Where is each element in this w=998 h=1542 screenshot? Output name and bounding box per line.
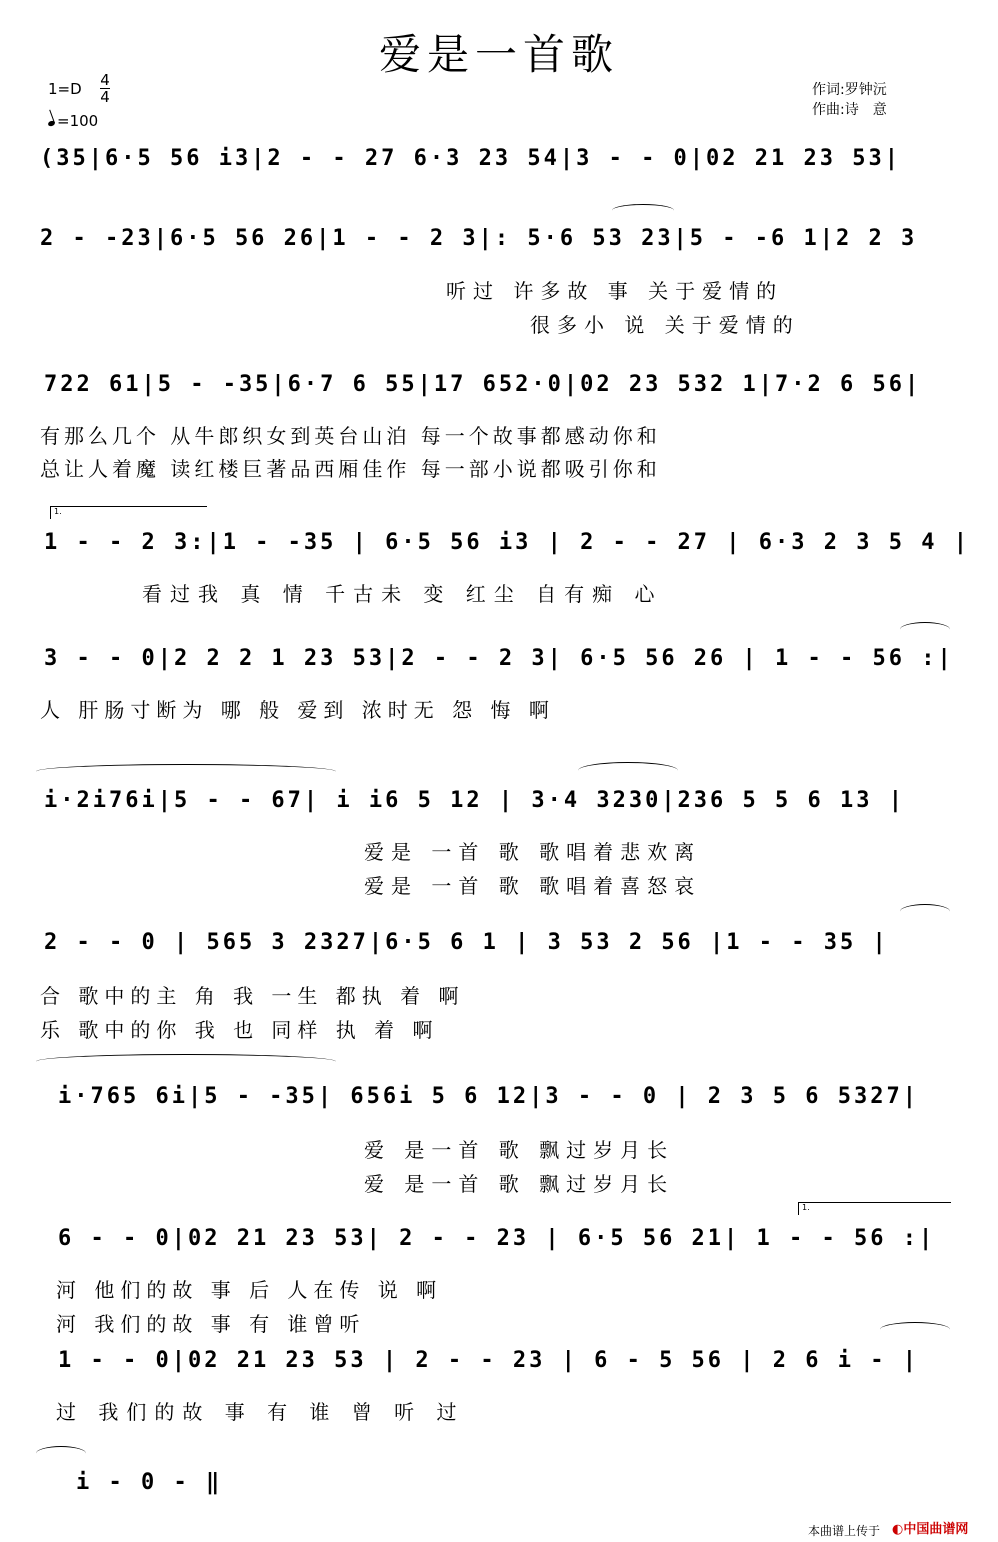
notation-row: 1 - - 2 3:|1 - -35 | 6·5 56 i3 | 2 - - 27 | 6·3 2 3 5 4 | (44, 530, 970, 555)
notation-row: 2 - -23|6·5 56 26|1 - - 2 3|: 5·6 53 23|5 - -6 1|2 2 3 (40, 226, 918, 251)
lyric-line: 河 他们的故 事 后 人在传 说 啊 (56, 1278, 443, 1302)
footer-text: 本曲谱上传于 (808, 1524, 881, 1538)
volta-bracket (798, 1202, 951, 1215)
lyric-line: 合 歌中的主 角 我 一生 都执 着 啊 (40, 984, 465, 1008)
notation-row: 3 - - 0|2 2 2 1 23 53|2 - - 2 3| 6·5 56 26 | 1 - - 56 :| (44, 646, 954, 671)
lyricist-credit: 作词:罗钟沅 (812, 82, 887, 98)
lyric-line: 总让人着魔 读红楼巨著品西厢佳作 每一部小说都吸引你和 (40, 457, 661, 481)
time-signature (98, 72, 112, 105)
slur (578, 762, 678, 779)
volta-label: 1. (802, 1203, 810, 1212)
notation-row: 722 61|5 - -35|6·7 6 55|17 652·0|02 23 532 1|7·2 6 56| (44, 372, 922, 397)
lyric-line: 乐 歌中的你 我 也 同样 执 着 啊 (40, 1018, 439, 1042)
tempo-value: =100 (57, 112, 99, 130)
lyric-line: 听过 许多故 事 关于爱情的 (446, 279, 784, 303)
notation-row: 2 - - 0 | 565 3 2327|6·5 6 1 | 3 53 2 56 |1 - - 35 | (44, 930, 889, 955)
lyric-line: 人 肝肠寸断为 哪 般 爱到 浓时无 怨 悔 啊 (40, 698, 555, 722)
lyric-line: 爱是 一首 歌 歌唱着悲欢离 (364, 840, 702, 864)
lyric-line: 有那么几个 从牛郎织女到英台山泊 每一个故事都感动你和 (40, 424, 661, 448)
time-signature-bottom: 4 (100, 88, 110, 106)
lyric-line: 爱 是一首 歌 飘过岁月长 (364, 1138, 675, 1162)
slur (36, 1054, 336, 1069)
notation-row: i - 0 - ‖ (76, 1470, 223, 1495)
tempo-marking (48, 112, 98, 130)
site-logo-text: 中国曲谱网 (903, 1522, 969, 1537)
lyric-line: 看过我 真 情 千古未 变 红尘 自有痴 心 (142, 582, 663, 606)
lyric-line: 过 我们的故 事 有 谁 曾 听 过 (56, 1400, 465, 1424)
page-title: 爱是一首歌 (378, 30, 619, 79)
slur (900, 622, 950, 637)
site-logo (892, 1518, 968, 1537)
volta-bracket (50, 506, 207, 519)
key-signature: 1=D (48, 80, 82, 98)
lyric-line: 很多小 说 关于爱情的 (530, 313, 800, 337)
notation-row: (35|6·5 56 i3|2 - - 27 6·3 23 54|3 - - 0|02 21 23 53| (40, 146, 901, 171)
lyric-line: 河 我们的故 事 有 谁曾听 (56, 1312, 366, 1336)
slur (36, 1446, 86, 1461)
time-signature-top: 4 (100, 71, 110, 89)
notation-row: 6 - - 0|02 21 23 53| 2 - - 23 | 6·5 56 21| 1 - - 56 :| (58, 1226, 936, 1251)
volta-label: 1. (54, 507, 62, 516)
lyric-line: 爱 是一首 歌 飘过岁月长 (364, 1172, 675, 1196)
composer-credit: 作曲:诗 意 (812, 102, 887, 118)
notation-row: i·2i76i|5 - - 67| i i6 5 12 | 3·4 3230|236 5 5 6 13 | (44, 788, 905, 813)
lyric-line: 爱是 一首 歌 歌唱着喜怒哀 (364, 874, 702, 898)
notation-row: 1 - - 0|02 21 23 53 | 2 - - 23 | 6 - 5 56 | 2 6 i - | (58, 1348, 919, 1373)
slur (900, 904, 950, 919)
credits (812, 80, 887, 120)
quarter-note-icon (47, 120, 55, 127)
slur (36, 764, 336, 779)
notation-row: i·765 6i|5 - -35| 656i 5 6 12|3 - - 0 | 2 3 5 6 5327| (58, 1084, 919, 1109)
site-logo-icon: ◐ (892, 1522, 904, 1537)
slur (612, 204, 674, 217)
slur (880, 1322, 950, 1337)
